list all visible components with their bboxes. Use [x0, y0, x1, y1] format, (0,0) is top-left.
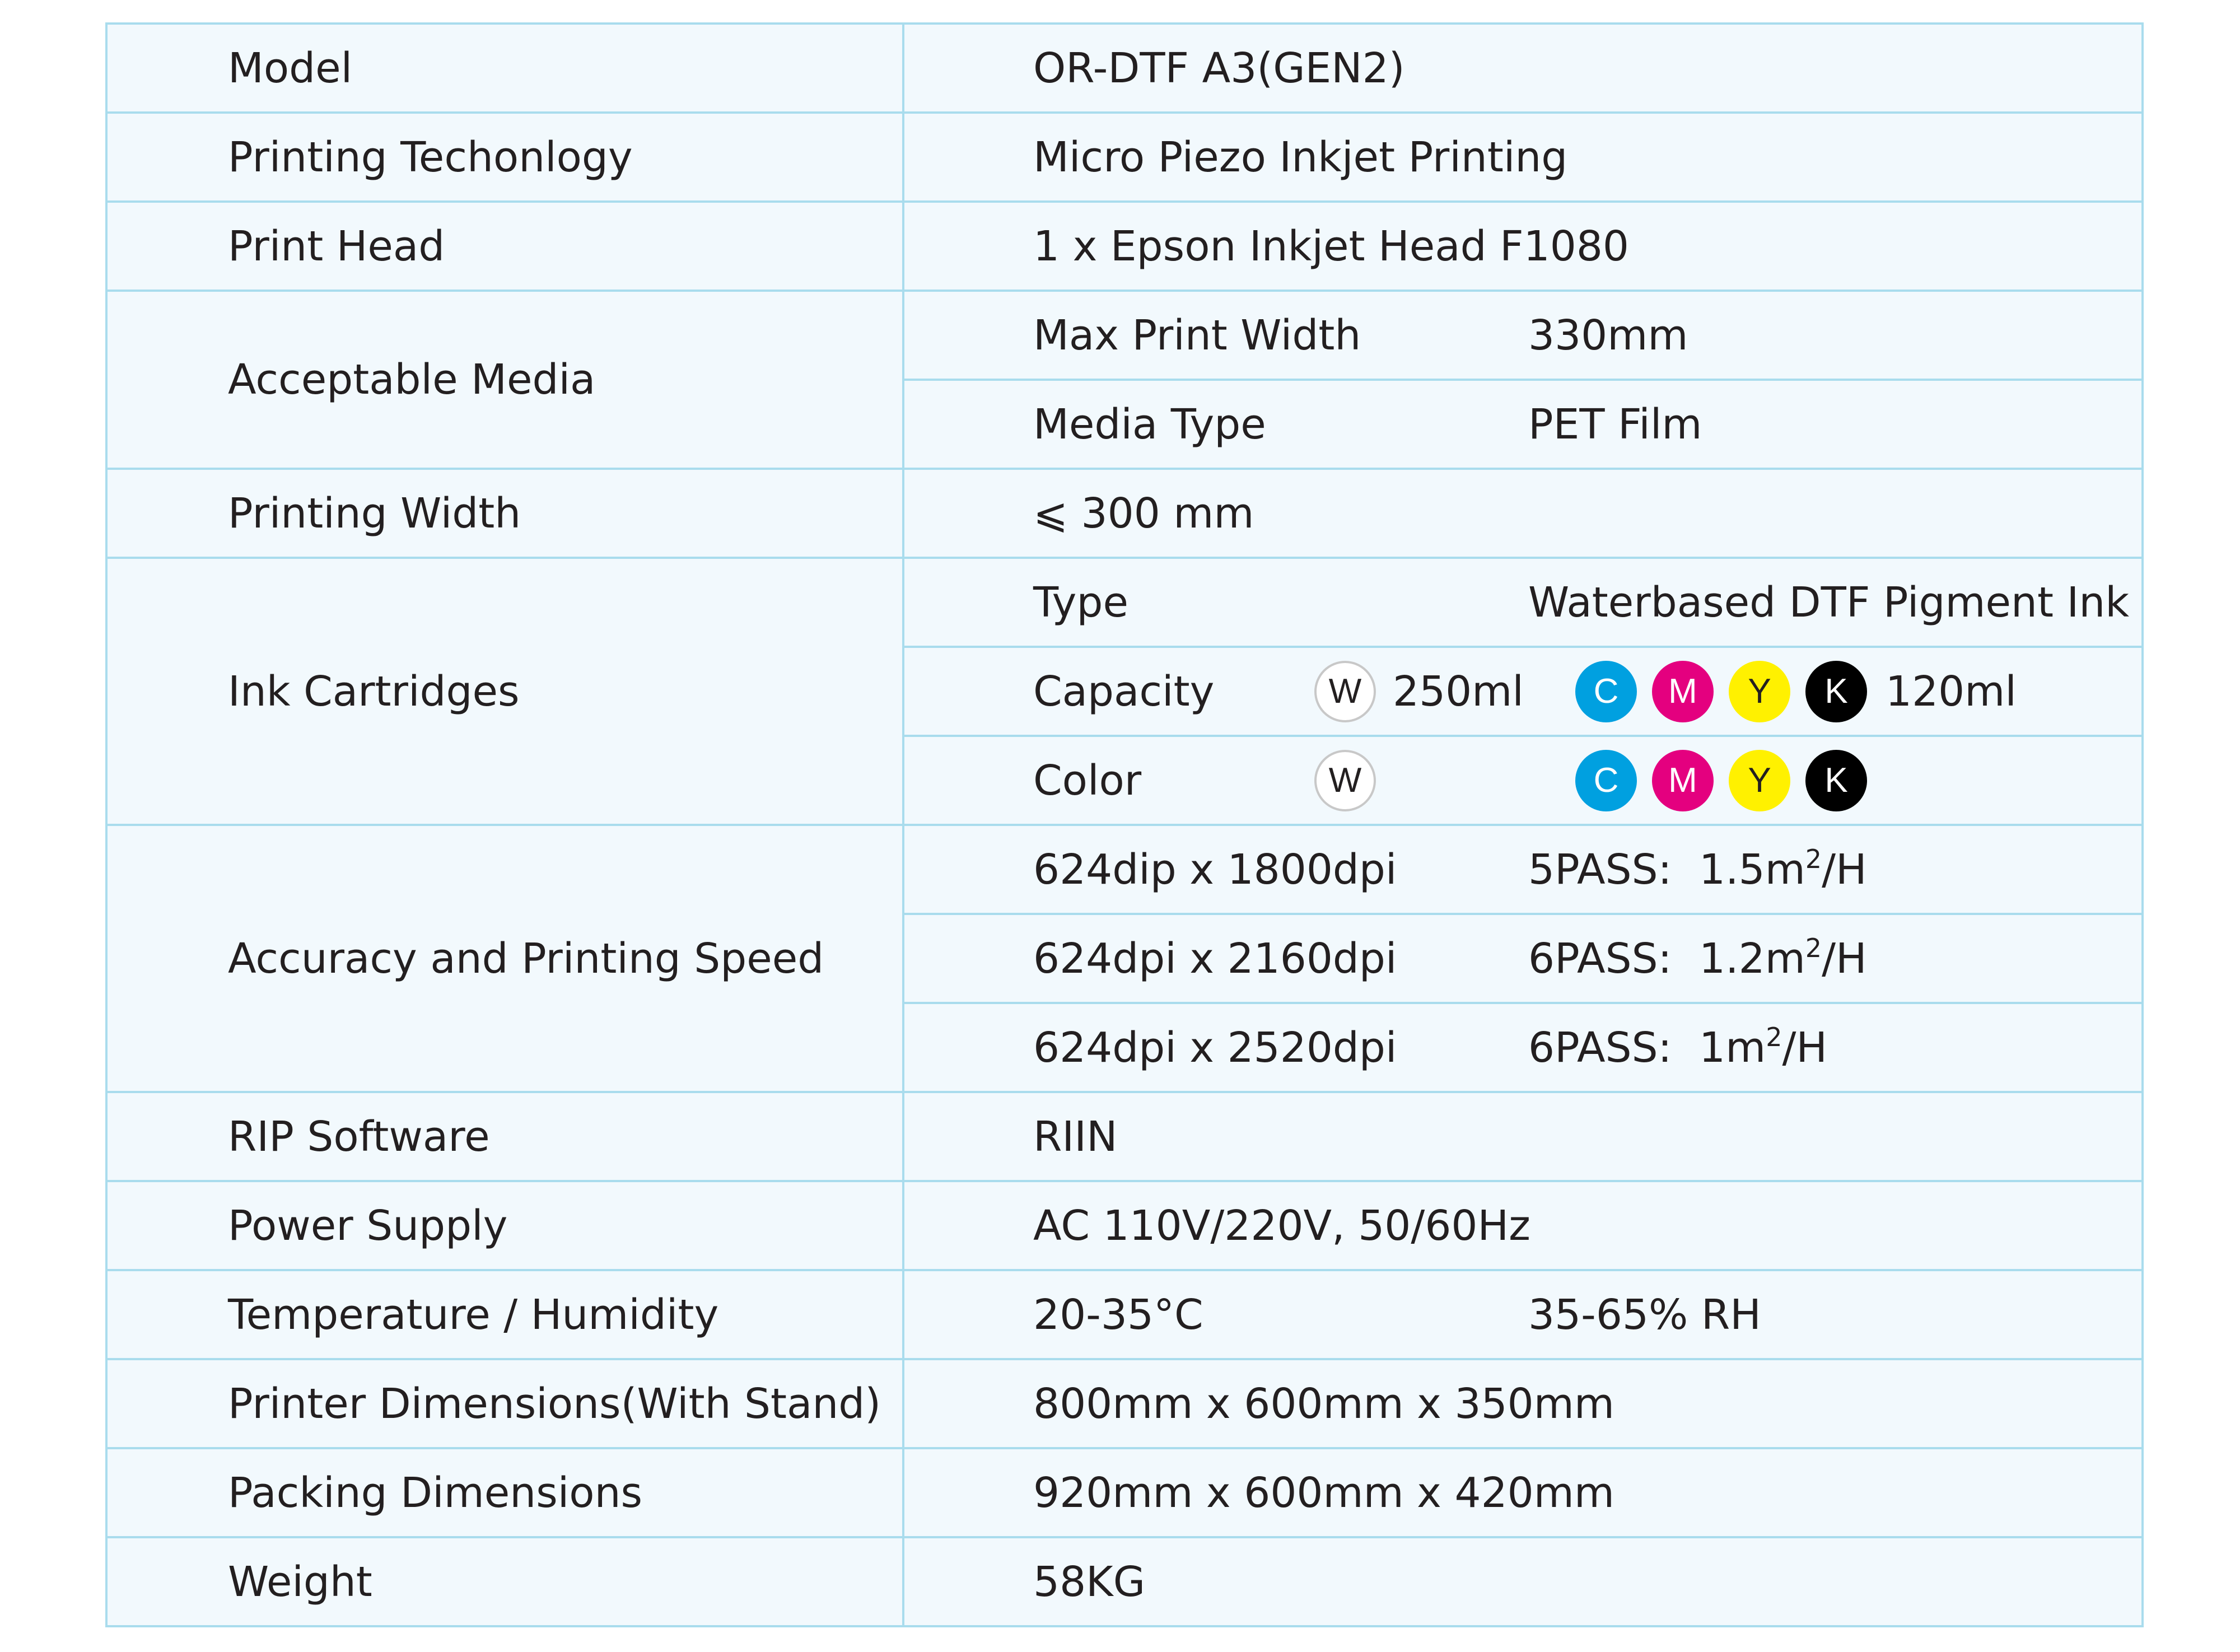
resolution: 624dpi x 2160dpi [1033, 934, 1397, 983]
speed-value: 1 [1699, 1023, 1726, 1072]
spec-label: Power Supply [106, 1181, 903, 1270]
sub-value: PET Film [1528, 400, 1702, 449]
ink-color-line [1033, 750, 2141, 811]
sub-label: Color [1033, 756, 1142, 805]
speed-unit: m [1765, 934, 1805, 983]
ink-capacity-line [1033, 661, 2141, 722]
spec-value [903, 647, 2143, 736]
resolution: 624dpi x 2520dpi [1033, 1023, 1397, 1072]
sub-label: Type [1033, 578, 1128, 627]
ink-white-group [1314, 661, 1575, 722]
temperature: 20-35°C [1033, 1290, 1203, 1339]
ink-cmyk-group [1575, 661, 2017, 722]
ink-dot-white: W [1314, 750, 1376, 811]
pass-mode: 6PASS: [1528, 1023, 1672, 1072]
speed-value: 1.2 [1699, 934, 1765, 983]
spec-value: 58KG [903, 1537, 2143, 1626]
spec-value: ⩽ 300 mm [903, 469, 2143, 558]
spec-row-print-head [106, 202, 2143, 291]
sub-label: Capacity [1033, 667, 1215, 716]
speed-exponent: 2 [1766, 1021, 1782, 1052]
humidity: 35-65% RH [1528, 1290, 1761, 1339]
spec-value: OR-DTF A3(GEN2) [903, 24, 2143, 113]
sub-value: Waterbased DTF Pigment Ink [1528, 578, 2130, 627]
sub-label: Max Print Width [1033, 311, 1361, 360]
spec-value [903, 1270, 2143, 1359]
spec-row-model [106, 24, 2143, 113]
spec-row-rip [106, 1092, 2143, 1181]
ink-dot-white: W [1314, 661, 1376, 722]
spec-value: 1 x Epson Inkjet Head F1080 [903, 202, 2143, 291]
spec-label: Printing Width [106, 469, 903, 558]
spec-value [903, 291, 2143, 380]
spec-value [903, 1003, 2143, 1092]
pass-mode: 6PASS: [1528, 934, 1672, 983]
spec-value [903, 380, 2143, 469]
spec-value: 920mm x 600mm x 420mm [903, 1448, 2143, 1537]
speed-unit: m [1725, 1023, 1766, 1072]
speed-per: /H [1822, 845, 1867, 894]
ink-dot-black: K [1805, 750, 1867, 811]
spec-row-power [106, 1181, 2143, 1270]
speed-value: 1.5 [1699, 845, 1765, 894]
spec-row-weight [106, 1537, 2143, 1626]
ink-cmyk-group [1575, 750, 1882, 811]
cmyk-capacity: 120ml [1886, 667, 2017, 716]
white-capacity: 250ml [1393, 667, 1524, 716]
spec-label: Weight [106, 1537, 903, 1626]
spec-row-printing-width [106, 469, 2143, 558]
ink-dot-cyan: C [1575, 661, 1637, 722]
ink-dot-yellow: Y [1729, 750, 1790, 811]
spec-label: Ink Cartridges [106, 558, 903, 825]
speed-exponent: 2 [1805, 932, 1822, 963]
speed-per: /H [1782, 1023, 1828, 1072]
spec-label: Print Head [106, 202, 903, 291]
spec-row-media-width [106, 291, 2143, 380]
spec-value [903, 558, 2143, 647]
spec-label: Accuracy and Printing Speed [106, 825, 903, 1092]
speed-unit: m [1765, 845, 1805, 894]
spec-value: AC 110V/220V, 50/60Hz [903, 1181, 2143, 1270]
ink-dot-magenta: M [1652, 750, 1714, 811]
spec-value [903, 825, 2143, 914]
sub-value: 330mm [1528, 311, 1688, 360]
ink-dot-yellow: Y [1729, 661, 1790, 722]
spec-label: Printer Dimensions(With Stand) [106, 1359, 903, 1448]
ink-dot-cyan: C [1575, 750, 1637, 811]
pass-mode: 5PASS: [1528, 845, 1672, 894]
spec-row-packing-dimensions [106, 1448, 2143, 1537]
spec-row-printer-dimensions [106, 1359, 2143, 1448]
spec-label: Temperature / Humidity [106, 1270, 903, 1359]
spec-row-technology [106, 113, 2143, 202]
ink-dot-black: K [1805, 661, 1867, 722]
spec-label: Model [106, 24, 903, 113]
spec-row-ink-type [106, 558, 2143, 647]
spec-table [105, 22, 2144, 1627]
spec-label: Packing Dimensions [106, 1448, 903, 1537]
speed-per: /H [1822, 934, 1867, 983]
spec-value: Micro Piezo Inkjet Printing [903, 113, 2143, 202]
sub-label: Media Type [1033, 400, 1266, 449]
speed-exponent: 2 [1805, 843, 1822, 874]
ink-dot-magenta: M [1652, 661, 1714, 722]
spec-row-accuracy-1 [106, 825, 2143, 914]
spec-value: RIIN [903, 1092, 2143, 1181]
spec-label: Printing Techonlogy [106, 113, 903, 202]
spec-label: RIP Software [106, 1092, 903, 1181]
spec-row-environment [106, 1270, 2143, 1359]
spec-value [903, 736, 2143, 825]
spec-value [903, 914, 2143, 1003]
resolution: 624dip x 1800dpi [1033, 845, 1397, 894]
spec-label: Acceptable Media [106, 291, 903, 469]
spec-value: 800mm x 600mm x 350mm [903, 1359, 2143, 1448]
ink-white-group [1314, 750, 1575, 811]
